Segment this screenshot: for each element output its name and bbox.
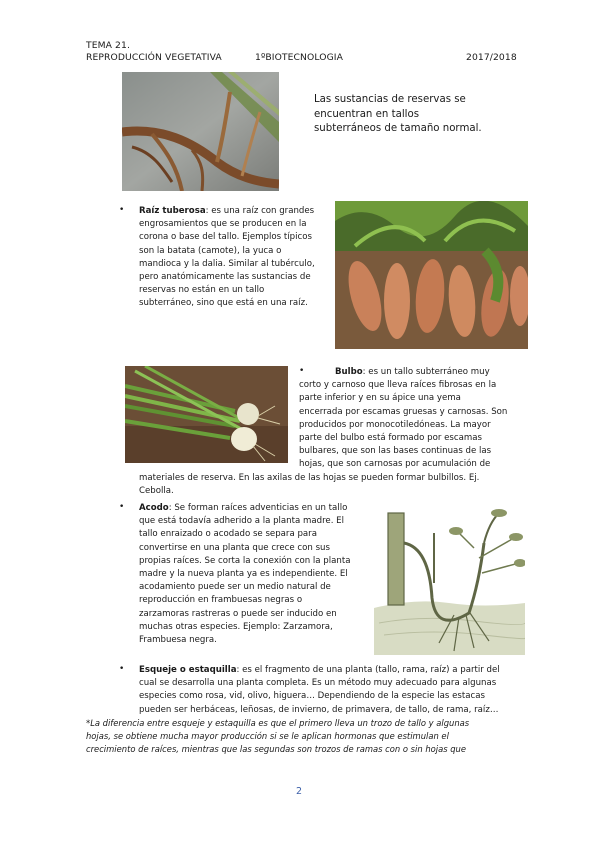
acodo-line: muchas otras especies. Ejemplo: Zarzamora, bbox=[139, 621, 333, 632]
raiz-tuberosa-term: Raíz tuberosa bbox=[139, 206, 206, 216]
acodo-line: zarzamoras rastreras o puede ser inducido en bbox=[139, 608, 337, 619]
footnote-line: hojas, se obtiene mucha mayor producción si se le aplican hormonas que estimulan el bbox=[86, 731, 449, 742]
onion-photo bbox=[125, 366, 288, 463]
acodo-line: Frambuesa negra. bbox=[139, 635, 217, 646]
raiz-tuberosa-line: pero anatómicamente las sustancias de bbox=[139, 272, 311, 283]
esqueje-line-text: : es el fragmento de una planta (tallo, rama, raíz) a partir del bbox=[236, 665, 500, 675]
bullet-icon: • bbox=[119, 664, 125, 674]
header-course: 1ºBIOTECNOLOGIA bbox=[255, 52, 343, 63]
bullet-icon: • bbox=[299, 366, 305, 376]
header-topic: TEMA 21. bbox=[86, 40, 130, 51]
raiz-tuberosa-line: mandioca y la dalia. Similar al tubérculo, bbox=[139, 258, 315, 269]
raiz-tuberosa-line: corona o base del tallo. Ejemplos típicos bbox=[139, 232, 312, 243]
bulbo-line-text: : es un tallo subterráneo muy bbox=[362, 367, 490, 377]
esqueje-term: Esqueje o estaquilla bbox=[139, 665, 237, 675]
acodo-text bbox=[139, 502, 350, 647]
bulbo-line: materiales de reserva. En las axilas de las hojas se pueden formar bulbillos. Ej. bbox=[139, 473, 480, 483]
bulbo-text bbox=[299, 366, 507, 472]
header-year: 2017/2018 bbox=[466, 52, 517, 63]
acodo-term: Acodo bbox=[139, 503, 169, 513]
acodo-line: acodamiento puede ser un medio natural de bbox=[139, 582, 331, 593]
bulbo-term: Bulbo bbox=[335, 367, 363, 377]
raiz-tuberosa-text bbox=[139, 205, 339, 311]
sweet-potato-photo bbox=[335, 201, 528, 349]
esqueje-line: pueden ser herbáceas, leñosas, de invierno, de primavera, de tallo, de rama, raíz… bbox=[139, 704, 499, 715]
intro-caption-line: encuentran en tallos bbox=[314, 108, 420, 120]
esqueje-line: especies como rosa, vid, olivo, higuera… Dependiendo de la especie las estacas bbox=[139, 691, 485, 702]
bullet-icon: • bbox=[119, 502, 125, 512]
acodo-line: reproducción en frambuesas negras o bbox=[139, 595, 303, 606]
bullet-icon: • bbox=[119, 205, 125, 215]
acodo-line: tallo enraizado o acodado se separa para bbox=[139, 529, 317, 540]
raiz-tuberosa-line: son la batata (camote), la yuca o bbox=[139, 245, 282, 256]
bulbo-line: corto y carnoso que lleva raíces fibrosas en la bbox=[299, 380, 497, 391]
bulbo-line bbox=[299, 366, 507, 379]
acodo-line bbox=[139, 502, 350, 515]
raiz-tuberosa-line: engrosamientos que se producen en la bbox=[139, 219, 307, 230]
bulbo-line: hojas, que son carnosas por acumulación de bbox=[299, 459, 491, 470]
bulbo-line: encerrada por escamas gruesas y carnosas. Son bbox=[299, 406, 508, 417]
raiz-tuberosa-line: subterráneo, sino que está en una raíz. bbox=[139, 298, 308, 309]
acodo-line: convertirse en una planta que crece con sus bbox=[139, 542, 330, 553]
intro-caption-line: subterráneos de tamaño normal. bbox=[314, 123, 482, 135]
raiz-tuberosa-line-text: : es una raíz con grandes bbox=[205, 206, 315, 216]
bulbo-line: bulbares, que son las bases continuas de las bbox=[299, 446, 492, 457]
raiz-tuberosa-line bbox=[139, 205, 339, 218]
header-title: REPRODUCCIÓN VEGETATIVA bbox=[86, 52, 222, 63]
acodo-line: propias raíces. Se corta la conexión con la planta bbox=[139, 555, 351, 566]
raiz-tuberosa-line: reservas no están en un tallo bbox=[139, 285, 265, 296]
acodo-line: que está todavía adherido a la planta madre. El bbox=[139, 516, 345, 527]
bulbo-line: Cebolla. bbox=[139, 486, 174, 497]
acodo-line-text: : Se forman raíces adventicias en un tallo bbox=[168, 503, 348, 513]
esqueje-line bbox=[139, 664, 500, 677]
intro-caption-line: Las sustancias de reservas se bbox=[314, 94, 466, 105]
intro-caption bbox=[314, 93, 482, 137]
bulbo-line: producidos por monocotiledóneas. La mayor bbox=[299, 419, 491, 430]
bulbo-line: parte del bulbo está formado por escamas bbox=[299, 433, 482, 444]
bulbo-text-wide bbox=[139, 472, 479, 498]
esqueje-text bbox=[139, 664, 500, 717]
page-number: 2 bbox=[296, 786, 303, 797]
bulbo-line: parte inferior y en su ápice una yema bbox=[299, 393, 461, 404]
footnote bbox=[86, 717, 469, 757]
footnote-line: *La diferencia entre esqueje y estaquilla es que el primero lleva un trozo de tallo y algunas bbox=[86, 718, 470, 728]
roots-photo bbox=[122, 72, 279, 191]
footnote-line: crecimiento de raíces, mientras que las segundas son trozos de ramas con o sin hojas que bbox=[86, 744, 467, 755]
layering-illustration bbox=[374, 503, 525, 655]
acodo-line: madre y la nueva planta ya es independiente. El bbox=[139, 569, 348, 580]
esqueje-line: cual se desarrolla una planta completa. Es un método muy adecuado para algunas bbox=[139, 678, 497, 689]
